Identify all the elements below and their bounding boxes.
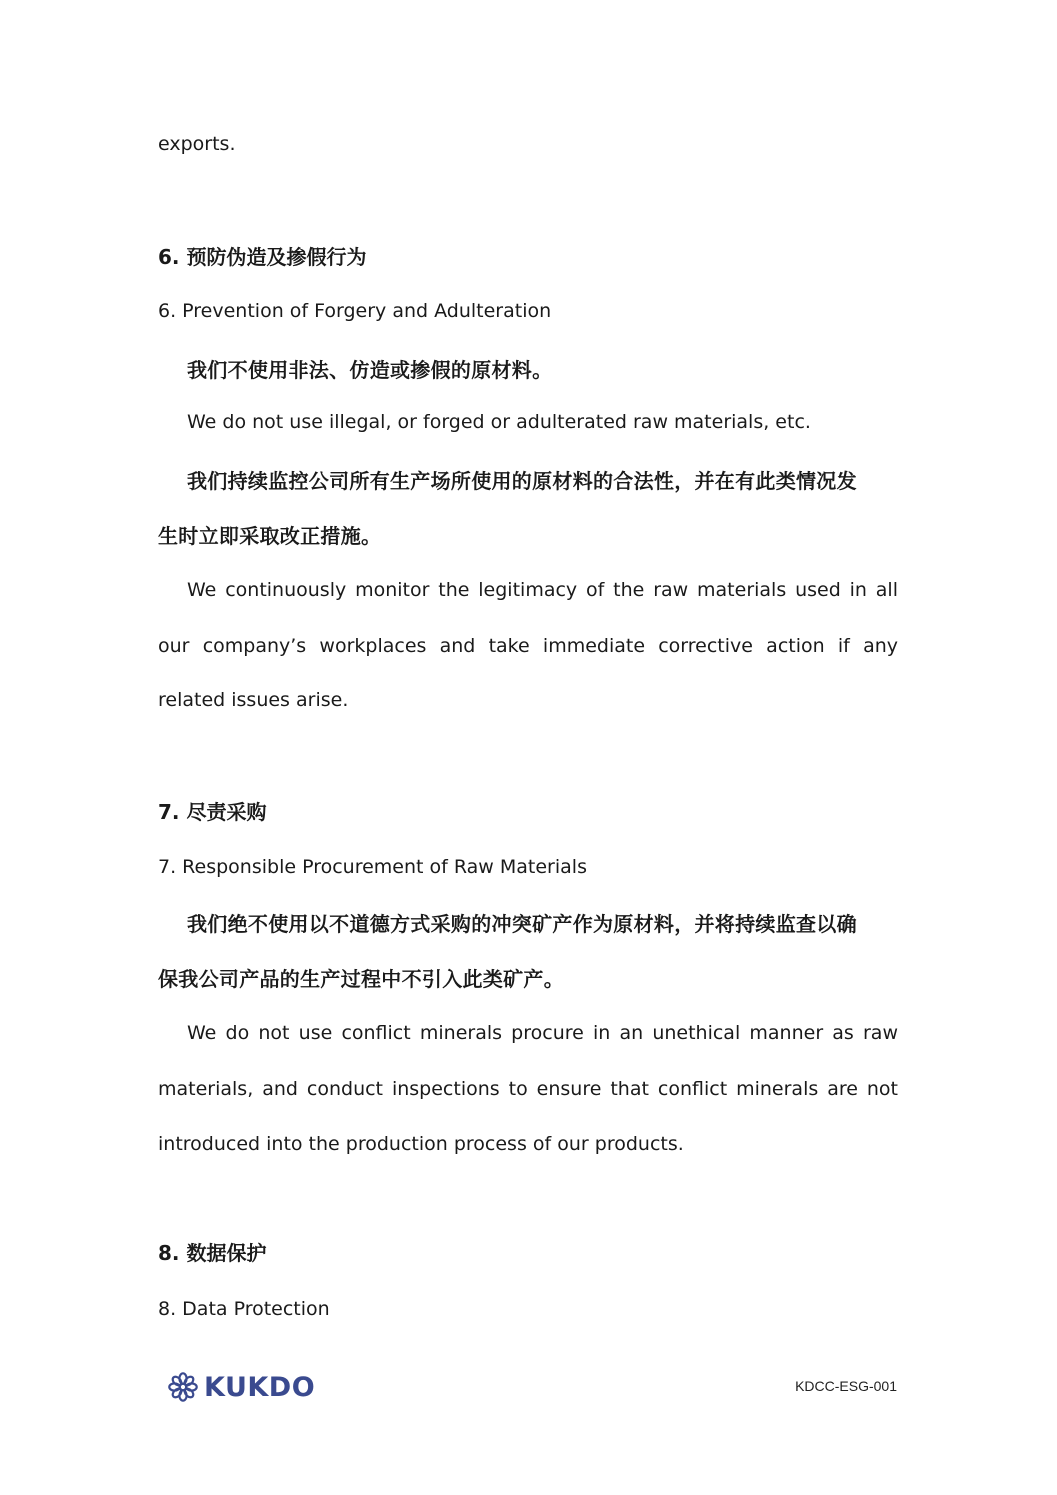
kukdo-flower-icon bbox=[168, 1372, 198, 1402]
section-7-heading-cn: 7. 尽责采购 bbox=[158, 800, 267, 824]
company-logo bbox=[168, 1370, 315, 1404]
section-6-p2-en-line1: We continuously monitor the legitimacy of the raw materials used in all bbox=[187, 579, 898, 601]
section-6-heading-en: 6. Prevention of Forgery and Adulteration bbox=[158, 300, 552, 322]
section-8-heading-cn: 8. 数据保护 bbox=[158, 1241, 267, 1265]
section-6-p2-cn-line1: 我们持续监控公司所有生产场所使用的原材料的合法性，并在有此类情况发 bbox=[187, 469, 857, 493]
section-8-heading-en: 8. Data Protection bbox=[158, 1298, 330, 1320]
section-6-p2-en-line2: our company’s workplaces and take immediate corrective action if any bbox=[158, 635, 898, 657]
continuation-text: exports. bbox=[158, 133, 236, 155]
section-6-p1-cn: 我们不使用非法、仿造或掺假的原材料。 bbox=[187, 358, 553, 382]
section-7-p1-en-line3: introduced into the production process of our products. bbox=[158, 1133, 684, 1155]
section-6-heading-cn: 6. 预防伪造及掺假行为 bbox=[158, 245, 367, 269]
document-code: KDCC-ESG-001 bbox=[795, 1378, 897, 1394]
section-6-p2-en-line3: related issues arise. bbox=[158, 689, 349, 711]
logo-text: KUKDO bbox=[204, 1371, 316, 1403]
section-7-p1-en-line1: We do not use conflict minerals procure in an unethical manner as raw bbox=[187, 1022, 898, 1044]
section-7-p1-cn-line2: 保我公司产品的生产过程中不引入此类矿产。 bbox=[158, 967, 564, 991]
section-7-p1-cn-line1: 我们绝不使用以不道德方式采购的冲突矿产作为原材料，并将持续监查以确 bbox=[187, 912, 857, 936]
section-6-p2-cn-line2: 生时立即采取改正措施。 bbox=[158, 524, 382, 548]
section-6-p1-en: We do not use illegal, or forged or adulterated raw materials, etc. bbox=[187, 411, 811, 433]
section-7-p1-en-line2: materials, and conduct inspections to ensure that conflict minerals are not bbox=[158, 1078, 898, 1100]
section-7-heading-en: 7. Responsible Procurement of Raw Materials bbox=[158, 856, 587, 878]
